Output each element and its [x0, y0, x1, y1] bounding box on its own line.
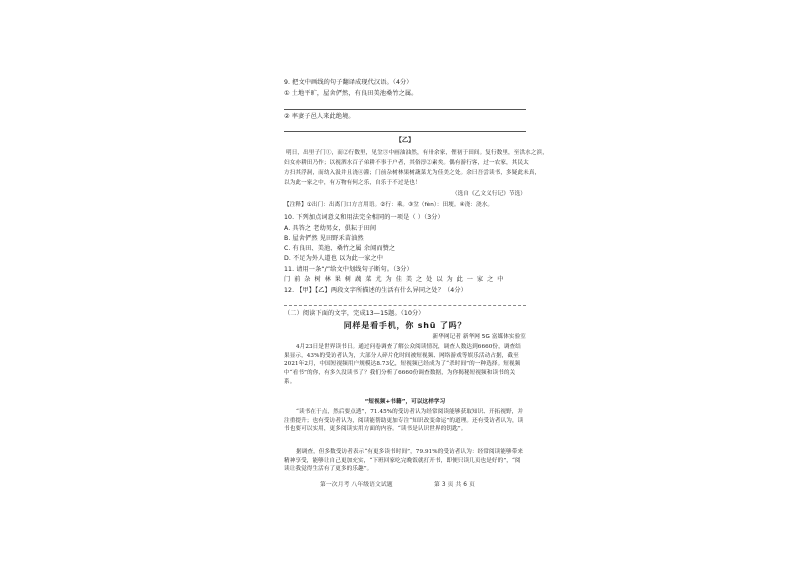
passage-b-line: 明日，出里子门①，而②行数里，见坌③中画油油然，有卅余家，俚初于田间。复行数里，至洪水之滨，	[286, 150, 548, 156]
question-10-prompt: 10. 下列加点词意义和用法完全相同的一项是（ ）（3分）	[284, 214, 444, 221]
question-9-line-1: ① 土地平旷，屋舍俨然，有良田美池桑竹之属。	[284, 90, 418, 97]
article-byline: 新华网记者 新华网 5G 富媒体实验室	[432, 334, 526, 340]
answer-line	[284, 131, 526, 132]
article-paragraph-3: 据调查，但多数受访者表示“有更多读书时间”，79.91%的受访者认为：经常阅读能够带来精神享受，能够让自己更加充实，“下班回家吃完晚饭就打开书，即便只读几页也是好的”，“阅读让我觉得生活有了更多的乐趣”。	[284, 449, 524, 473]
exam-page	[284, 72, 548, 492]
section-2-heading: （二）阅读下面的文字，完成13—15题。（10分）	[284, 310, 425, 317]
question-12-prompt: 12. 【甲】【乙】两段文字所描述的生活有什么异同之处？（4分）	[284, 287, 467, 294]
passage-b-line: 妇女亦耕田乃作；以视泗水百子弟耕不事于户者，其俗淳②素矣。偶有游行客，过一农家，其民太	[284, 160, 529, 166]
question-10-option-c: C. 有良田、美池、桑竹之属 余闻而赞之	[284, 245, 396, 252]
article-paragraph-2: “读书在于点，然后要点透”，71.45%的受访者认为经常阅读能够获取知识、开拓视野，并注重提升；也有受访者认为，阅读能帮助更加专注“知识改变命运”的道理。还有受访者认为，读书也要可以实用，更多阅读实用方面的内容。“读书是认识世界的钥匙”。	[284, 409, 524, 433]
question-9-line-2: ② 率妻子邑人来此绝境。	[284, 113, 355, 120]
question-10-option-a: A. 具答之 老幼男女，俱耘于田间	[284, 225, 377, 232]
passage-b-heading: 【乙】	[395, 137, 415, 144]
article-subheading: “短视频+书籍”，可以这样学习	[364, 399, 446, 405]
question-9-prompt: 9. 把文中画线的句子翻译成现代汉语。（4分）	[284, 79, 413, 86]
article-title: 同样是看手机，你 shū 了吗？	[343, 321, 467, 330]
article-paragraph-1: 4月23日是世界读书日。通过问卷调查了解公众阅读情况，调查人数达到6660份，调查结果显示，43%的受访者认为，大部分人碎片化时间被短视频、网络游戏等娱乐活动占据，截至2021年2月，中国短视频用户规模达8.73亿，短视频已经成为了“杀时间”的一种选择。短视频中“看书”的你，有多久没读书了？我们分析了6660份调查数据，为你揭秘短视频和读书的关系。	[284, 344, 521, 385]
passage-b-notes: 【注释】①出门：出离门口方言用语。②行：乘。③坌（fèn）：田埂。④浇：浇水。	[284, 202, 494, 208]
section-divider	[284, 305, 526, 306]
footer-page-number: 第 3 页 共 6 页	[434, 482, 475, 488]
question-10-option-d: D. 不足为外人道也 以为此一家之中	[284, 255, 384, 262]
passage-b-line: 方扫其浮洞，而幼入汲井且浇④灌；门前杂树林果树蔬菜尤为佳美之处。余曰吾尝读书，多疑此未真，	[284, 170, 541, 176]
question-10-option-b: B. 屋舍俨然 见田野禾苗油然	[284, 235, 364, 242]
passage-b-line: 以为此一家之中，有万物有何之乐，自乐于不过是也！	[284, 180, 421, 186]
answer-line	[284, 109, 526, 110]
footer-exam-title: 第一次月考 八年级语文试题	[320, 482, 393, 488]
passage-b-source: （选自《乙文义行记》节选）	[451, 191, 526, 197]
question-11-prompt: 11. 请用一条“/”给文中划线句子断句。（3分）	[284, 266, 413, 273]
question-11-sentence: 门 前 杂 树 林 果 树 蔬 菜 尤 为 佳 美 之 处 以 为 此 一 家 之 中	[284, 276, 505, 283]
